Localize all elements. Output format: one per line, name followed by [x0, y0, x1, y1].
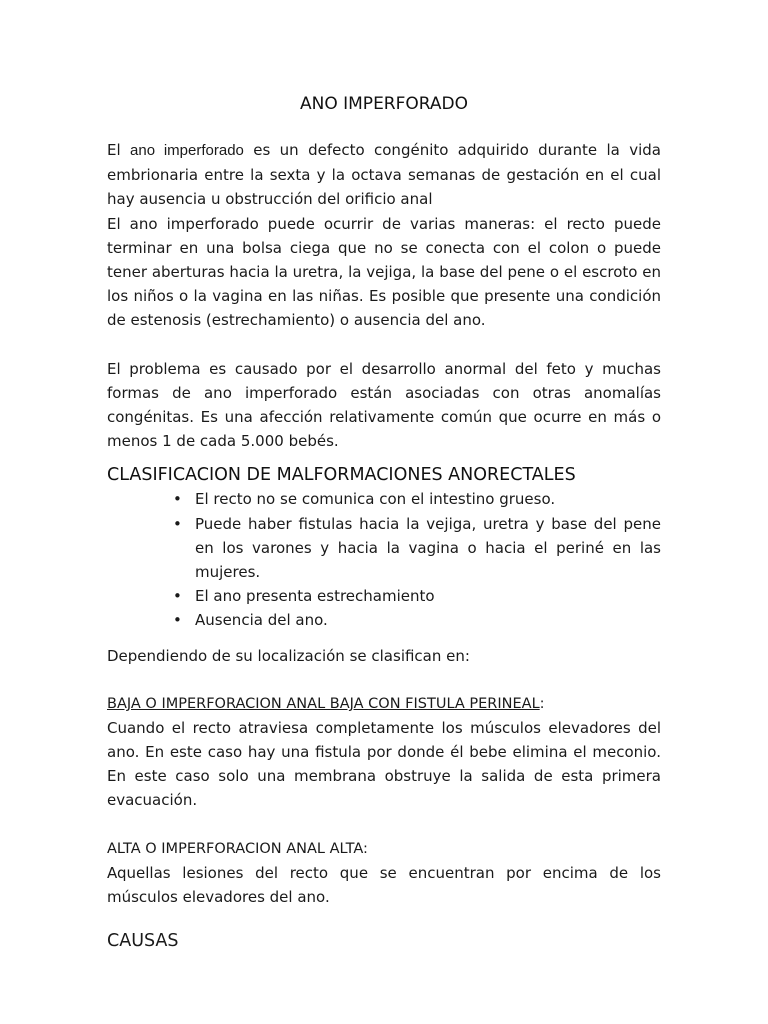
baja-heading-suffix: :: [539, 695, 545, 712]
list-item: • Puede haber fistulas hacia la vejiga, uretra y base del pene en los varones y hacia la vagina o hacia el periné en las mujeres.: [195, 512, 661, 585]
baja-text: Cuando el recto atraviesa completamente los músculos elevadores del ano. En este caso hay una fistula por donde él bebe elimina el meconio. En este caso solo una membrana obstruye la salida de esta primera evacuación.: [107, 718, 661, 810]
classification-list: [107, 487, 661, 632]
intro-keyword: ano imperforado: [130, 142, 244, 159]
document-page: [107, 92, 661, 953]
intro-prefix: El: [107, 141, 131, 159]
list-item: • El ano presenta estrechamiento: [195, 584, 661, 608]
alta-heading: ALTA O IMPERFORACION ANAL ALTA:: [107, 840, 368, 857]
intro-rest: es un defecto congénito adquirido durante la vida embrionaria entre la sexta y la octava semanas de gestación en el cual hay ausencia u obstrucción del orificio anal: [107, 141, 661, 209]
document-title: ANO IMPERFORADO: [300, 94, 468, 114]
baja-heading: [107, 692, 661, 716]
causas-heading: CAUSAS: [107, 931, 179, 952]
alta-text: Aquellas lesiones del recto que se encuentran por encima de los músculos elevadores del ano.: [107, 863, 661, 906]
baja-heading-text: BAJA O IMPERFORACION ANAL BAJA CON FISTULA PERINEAL: [107, 695, 540, 712]
paragraph-causes: El problema es causado por el desarrollo anormal del feto y muchas formas de ano imperforado están asociadas con otras anomalías congénitas. Es una afección relativamente común que ocurre en más o menos 1 de cada 5.000 bebés.: [107, 359, 661, 451]
classification-heading: CLASIFICACION DE MALFORMACIONES ANORECTALES: [107, 465, 576, 486]
list-item: • Ausencia del ano.: [195, 608, 661, 632]
intro-paragraph: [107, 138, 661, 212]
list-item: • El recto no se comunica con el intestino grueso.: [195, 487, 661, 511]
localization-intro: Dependiendo de su localización se clasifican en:: [107, 646, 470, 665]
paragraph-varieties: El ano imperforado puede ocurrir de varias maneras: el recto puede terminar en una bolsa ciega que no se conecta con el colon o puede tener aberturas hacia la uretra, la vejiga, la base del pene o el escroto en los niños o la vagina en las niñas. Es posible que presente una condición de estenosis (estrechamiento) o ausencia del ano.: [107, 214, 661, 330]
